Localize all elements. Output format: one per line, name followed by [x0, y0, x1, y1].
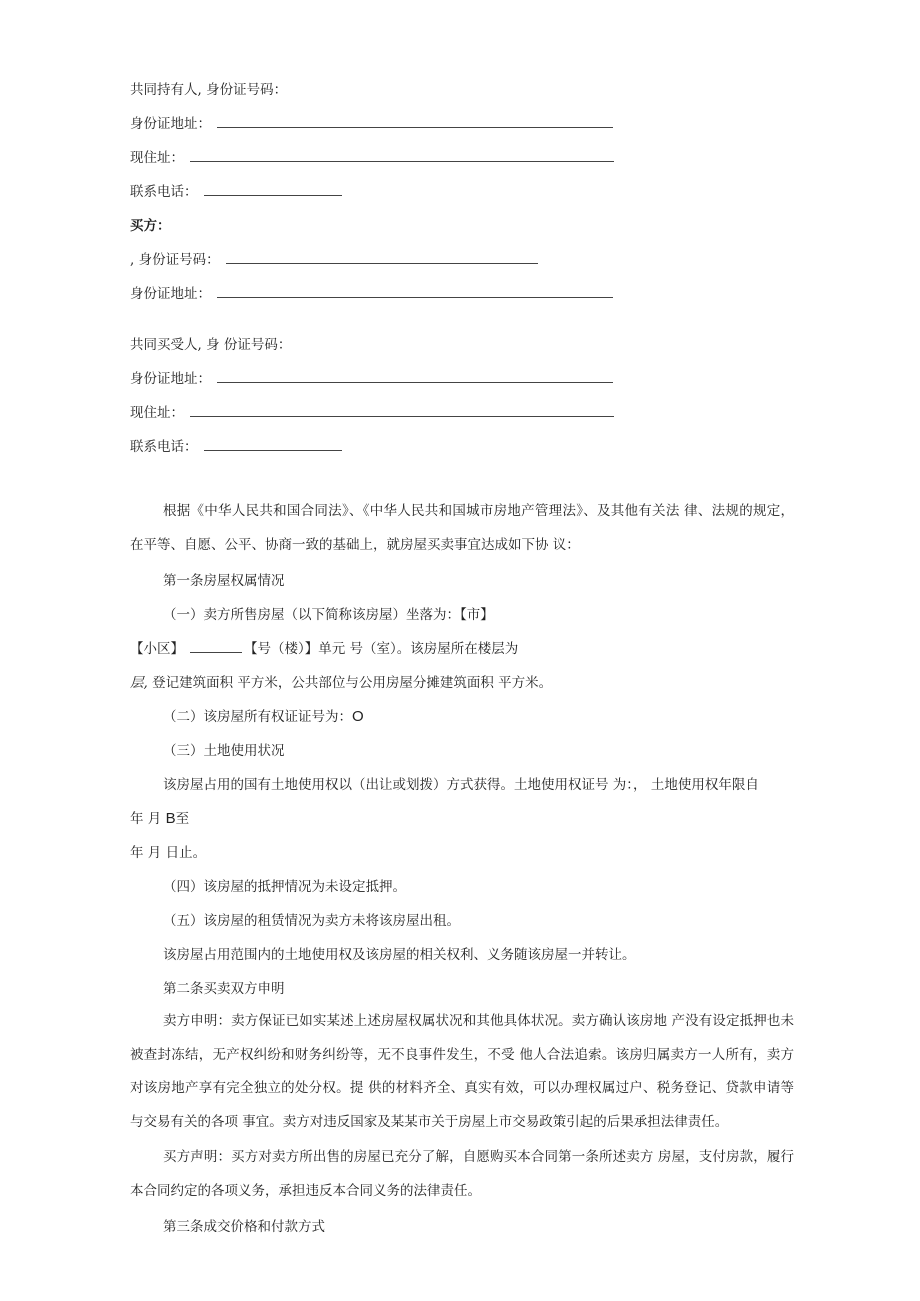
article1-land-text: 该房屋占用的国有土地使用权以（出让或划拨）方式获得。土地使用权证号 为：， 土地使用权年限自	[163, 777, 759, 793]
article1-land-to: 年 月 日止。	[130, 845, 207, 861]
article1-item2-mark: O	[352, 708, 364, 725]
buyer-id-address-line	[130, 285, 613, 303]
buyer-co-current-address-line	[130, 404, 614, 422]
article1-area-line	[130, 674, 552, 692]
seller-coholder-id-line	[130, 81, 287, 99]
article1-area-text: 登记建筑面积 平方米，公共部位与公用房屋分摊建筑面积 平方米。	[147, 675, 553, 691]
buyer-id-label: , 身份证号码：	[130, 252, 220, 268]
article1-building-label: 【号（楼）】单元 号（室）。该房屋所在楼层为	[244, 641, 519, 657]
buyer-co-id-line	[130, 336, 291, 354]
article1-complex-label: 【小区】	[130, 641, 184, 657]
seller-statement-paragraph: 卖方申明：卖方保证已如实某述上述房屋权属状况和其他具体状况。卖方确认该房地 产没有设定抵押也未被查封冻结，无产权纠纷和财务纠纷等，无不良事件发生，不受 他人合法追索。该房归属卖方一人所有，卖方对该房地产享有完全独立的处分权。提 供的材料齐全、真实有效，可以办理权属过户、税务登记、贷款申请等与交易有关的各项 事宜。卖方对违反国家及某某市关于房屋上市交易政策引起的后果承担法律责任。	[130, 1013, 794, 1130]
preamble-paragraph: 根据《中华人民共和国合同法》、《中华人民共和国城市房地产管理法》、及其他有关法 律、法规的规定，在平等、自愿、公平、协商一致的基础上，就房屋买卖事宜达成如下协 议：	[130, 503, 794, 553]
buyer-co-id-address-line	[130, 370, 613, 388]
buyer-co-phone-line	[130, 438, 342, 456]
article1-land-from-mark: B	[165, 810, 176, 827]
article1-item5: （五）该房屋的租赁情况为卖方未将该房屋出租。	[163, 913, 460, 929]
seller-coholder-current-address-line	[130, 149, 614, 167]
seller-coholder-id-address-line	[130, 115, 613, 133]
seller-coholder-id-address-blank[interactable]	[217, 115, 613, 128]
article1-item3: （三）土地使用状况	[163, 743, 285, 759]
buyer-co-id-label: 共同买受人, 身 份证号码：	[130, 337, 292, 353]
buyer-id-blank[interactable]	[226, 251, 538, 264]
article3-title: 第三条成交价格和付款方式	[163, 1219, 325, 1235]
article1-transfer: 该房屋占用范围内的土地使用权及该房屋的相关权利、义务随该房屋一并转让。	[163, 947, 636, 963]
seller-coholder-current-address-label: 现住址：	[130, 150, 184, 166]
seller-coholder-phone-blank[interactable]	[204, 183, 342, 196]
article2-title: 第二条买卖双方申明	[163, 981, 285, 997]
seller-coholder-id-address-label: 身份证地址：	[130, 116, 211, 132]
article1-item4: （四）该房屋的抵押情况为未设定抵押。	[163, 879, 406, 895]
buyer-co-phone-label: 联系电话：	[130, 439, 198, 455]
article1-complex-blank[interactable]	[190, 640, 242, 653]
buyer-id-address-label: 身份证地址：	[130, 286, 211, 302]
buyer-co-id-address-blank[interactable]	[217, 370, 613, 383]
article1-land-from-text: 年 月	[130, 811, 166, 827]
buyer-id-address-blank[interactable]	[217, 285, 613, 298]
article1-item1-continued	[130, 640, 518, 658]
seller-coholder-phone-line	[130, 183, 342, 201]
article1-land-from-end: 至	[175, 811, 190, 827]
seller-coholder-id-label: 共同持有人, 身份证号码：	[130, 82, 288, 98]
seller-coholder-phone-label: 联系电话：	[130, 184, 198, 200]
article1-land-from	[130, 810, 189, 828]
article1-item2-text: （二）该房屋所有权证证号为：	[163, 709, 352, 725]
buyer-statement-paragraph: 买方声明：买方对卖方所出售的房屋已充分了解，自愿购买本合同第一条所述卖方 房屋，支付房款，履行本合同约定的各项义务，承担违反本合同义务的法律责任。	[130, 1149, 794, 1199]
article1-title: 第一条房屋权属情况	[163, 573, 285, 589]
buyer-co-id-address-label: 身份证地址：	[130, 371, 211, 387]
article1-floor-word: 层,	[130, 675, 148, 691]
buyer-heading: 买方：	[130, 218, 171, 234]
article1-item1: （一）卖方所售房屋（以下简称该房屋）坐落为：【市】	[163, 607, 494, 623]
seller-coholder-current-address-blank[interactable]	[190, 149, 614, 162]
buyer-co-current-address-blank[interactable]	[190, 404, 614, 417]
buyer-co-phone-blank[interactable]	[204, 438, 342, 451]
article1-item2	[163, 708, 364, 726]
buyer-co-current-address-label: 现住址：	[130, 405, 184, 421]
buyer-id-line	[130, 251, 538, 269]
